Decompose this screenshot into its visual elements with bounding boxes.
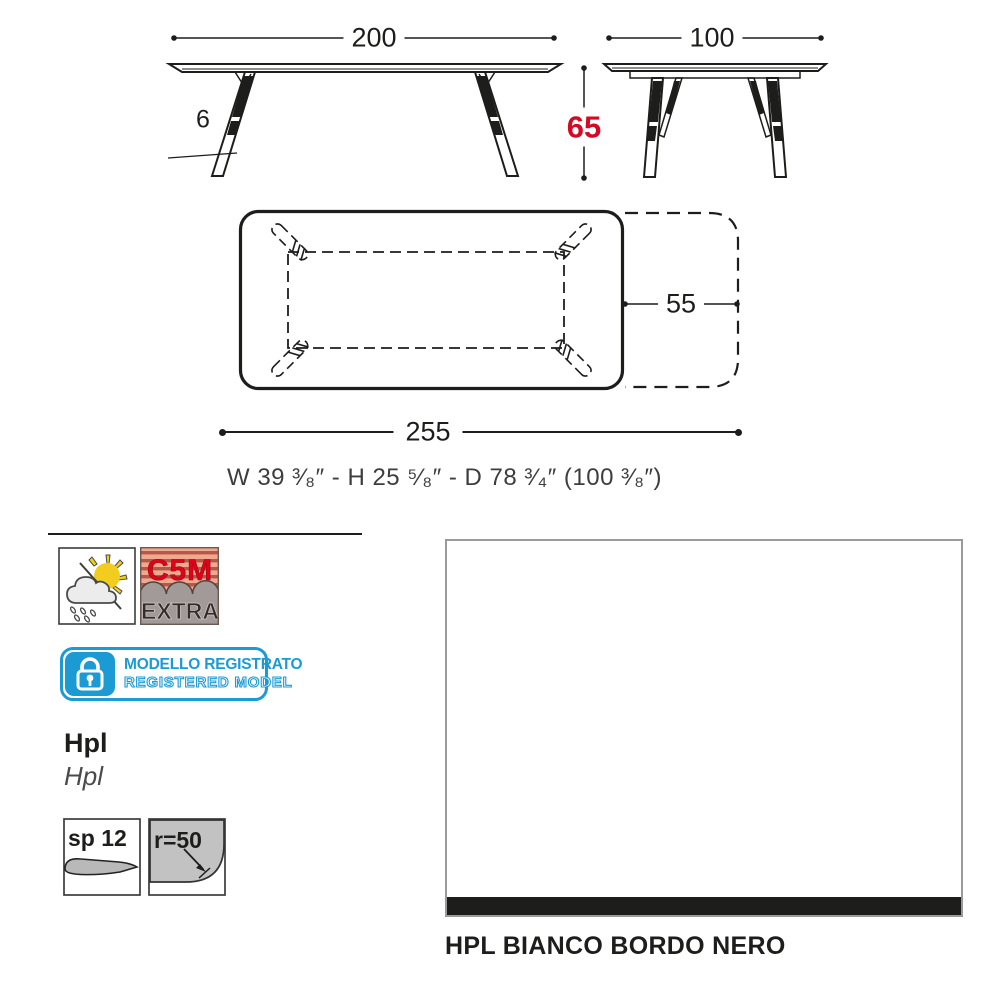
- sun-cloud-rain-icon: [58, 547, 136, 625]
- dim-extension-label: 55: [658, 291, 704, 318]
- dim-total-length-label: 255: [393, 419, 462, 446]
- material-name-alt: Hpl: [64, 761, 104, 791]
- edge-profile-icon: [63, 818, 141, 896]
- padlock-icon: [65, 652, 115, 696]
- dim-dot-left: [219, 429, 226, 436]
- total-length-dimension-line: [222, 431, 740, 433]
- corrosion-code-text: C5M: [146, 554, 214, 587]
- corrosion-grade-text: EXTRA: [141, 598, 219, 624]
- material-name: Hpl: [64, 728, 108, 758]
- registered-model-badge: [60, 647, 303, 701]
- dim-leg-thickness-label: 6: [196, 105, 210, 134]
- dim-height-label: 65: [566, 109, 602, 145]
- corrosion-class-icon: [140, 547, 219, 625]
- swatch-edge-bar: [447, 897, 961, 915]
- badge-line-italian: MODELLO REGISTRATO: [124, 656, 303, 674]
- corner-radius-icon: [148, 818, 226, 896]
- dim-width-label: 100: [681, 25, 742, 52]
- badge-line-english: REGISTERED MODEL: [124, 674, 293, 692]
- imperial-dimensions-text: W 39 ³⁄₈″ - H 25 ⁵⁄₈″ - D 78 ³⁄₄″ (100 ³⁄₈″): [227, 464, 663, 491]
- thickness-label-text: sp 12: [68, 825, 127, 851]
- finish-swatch-label: HPL BIANCO BORDO NERO: [445, 932, 786, 960]
- dim-length-label: 200: [343, 25, 404, 52]
- finish-swatch: [445, 539, 963, 917]
- registered-model-text: [117, 656, 310, 691]
- section-divider: [48, 533, 362, 535]
- radius-label-text: r=50: [154, 827, 202, 853]
- dim-dot-right: [735, 429, 742, 436]
